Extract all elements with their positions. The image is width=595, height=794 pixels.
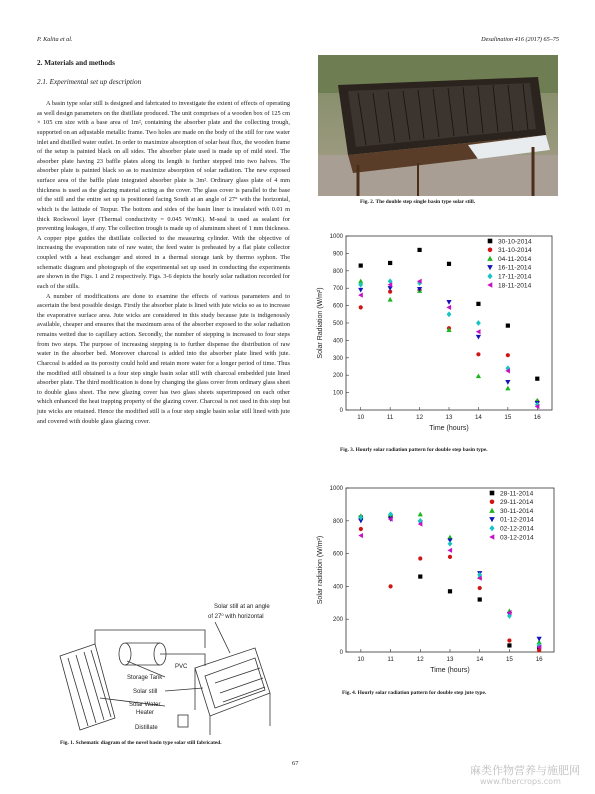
y-tick-label: 0	[339, 650, 343, 656]
fig4-caption: Fig. 4. Hourly solar radiation pattern for double step jute type.	[342, 690, 487, 696]
data-point	[507, 643, 511, 647]
fig4-chart	[308, 478, 568, 688]
fig1-schematic	[55, 598, 295, 735]
x-tick-label: 10	[357, 414, 365, 421]
legend-label: 28-11-2014	[500, 490, 534, 498]
data-point	[476, 329, 481, 334]
page-number: 67	[292, 760, 299, 767]
legend-marker	[488, 239, 493, 244]
data-point	[358, 533, 363, 538]
legend-marker	[487, 265, 493, 270]
data-point	[448, 589, 452, 593]
label-solar-still: Solar still	[133, 689, 158, 695]
y-tick-label: 0	[339, 408, 343, 414]
section-title: 2. Materials and methods	[37, 59, 115, 67]
data-point	[418, 556, 422, 560]
legend-marker	[489, 517, 495, 522]
series-18-11-2014	[358, 279, 539, 409]
data-point	[417, 248, 421, 252]
data-point	[537, 637, 542, 642]
data-point	[478, 586, 482, 590]
y-tick-label: 500	[332, 321, 343, 327]
y-tick-label: 800	[332, 268, 343, 275]
watermark-text: 麻类作物营养与施肥网	[470, 764, 580, 777]
fig2-photo	[318, 55, 558, 196]
x-tick-label: 14	[474, 414, 482, 421]
x-tick-label: 15	[505, 656, 513, 663]
x-tick-label: 10	[357, 656, 365, 663]
data-point	[359, 527, 363, 531]
legend-label: 30-10-2014	[498, 238, 532, 246]
series-16-11-2014	[358, 286, 540, 406]
label-pvc: PVC	[175, 664, 188, 670]
data-point	[359, 305, 363, 309]
data-point	[447, 311, 452, 317]
data-point	[446, 300, 451, 305]
data-point	[476, 352, 480, 356]
data-point	[388, 297, 393, 302]
legend-marker	[489, 534, 494, 540]
series-17-11-2014	[358, 278, 539, 407]
paragraph-2: A number of modifications are done to examine the effects of various parameters and to ascertain the best possible design. Firstly the absorber plate is lined with jute wicks so as to increase the evaporative surface area. Jute wicks are considered in this study because jute is indigenously available, cheaper and ensures that the maximum area of the absorber exposed to the solar radiation remains wetted due to capillary action. Secondly, the number of stepping is increased to four steps from two steps. The purpose of increasing stepping is to further dispense the distribution of raw water in the absorber bed. Moreover charcoal is added into the absorber plate lined with jute. Charcoal is added as its porosity could hold and retain more water for a longer period of time. Thus the modified still obtained is a four step single basin solar still with charcoal embedded jute lined absorber plate. The third modification is done by changing the glass cover from ordinary glass sheet to double glass sheet. The new glazing cover has two glass sheets superimposed on each other which enhanced the heat trapping property of the glazing cover. Charcoal is not used in this step but jute wicks are retained. Hence the modified still is a four step single basin solar still lined with jute and covered with double glass glazing cover.	[37, 292, 290, 425]
y-tick-label: 1000	[329, 234, 343, 240]
legend-marker	[487, 256, 493, 261]
legend-label: 30-11-2014	[500, 507, 534, 515]
label-still-angle-2: of $27^0$ with horizontal	[208, 612, 264, 620]
x-tick-label: 15	[504, 414, 512, 421]
data-point	[388, 261, 392, 265]
legend-label: 04-11-2014	[498, 255, 532, 263]
y-tick-label: 200	[332, 373, 343, 380]
x-tick-label: 12	[416, 414, 424, 421]
y-tick-label: 800	[332, 518, 343, 525]
data-point	[418, 512, 423, 517]
fig2-caption: Fig. 2. The double step single basin type solar still.	[360, 199, 476, 205]
solar-water-heater-shape	[60, 644, 115, 730]
legend-marker	[490, 500, 495, 505]
running-header-left: P. Kalita et al.	[37, 36, 73, 43]
data-point	[505, 380, 510, 385]
series-31-10-2014	[359, 288, 540, 404]
fig3-caption: Fig. 3. Hourly solar radiation pattern for double step basin type.	[340, 447, 488, 453]
data-point	[448, 555, 452, 559]
legend-label: 01-12-2014	[500, 516, 534, 524]
y-tick-label: 400	[332, 338, 343, 345]
y-tick-label: 300	[332, 355, 343, 362]
x-tick-label: 11	[386, 414, 394, 421]
data-point	[359, 263, 363, 267]
watermark-url: www.fibercrops.com	[480, 777, 561, 786]
y-tick-label: 200	[332, 617, 343, 624]
y-axis-label: Solar Radiation (W/m²)	[317, 287, 324, 359]
legend-label: 03-12-2014	[500, 534, 534, 542]
x-tick-label: 12	[416, 656, 424, 663]
data-point	[478, 597, 482, 601]
series-04-11-2014	[358, 279, 540, 403]
y-tick-label: 700	[332, 286, 343, 293]
label-heater-1: Solar Water	[129, 702, 161, 708]
x-tick-label: 14	[476, 656, 484, 663]
data-point	[447, 262, 451, 266]
legend-marker	[489, 508, 495, 513]
body-text	[37, 99, 290, 426]
label-storage-tank: Storage Tank	[127, 675, 163, 681]
fig1-caption: Fig. 1. Schematic diagram of the novel basin type solar still fabricated.	[60, 740, 222, 746]
legend-label: 18-11-2014	[498, 282, 532, 290]
x-tick-label: 16	[535, 656, 543, 663]
subsection-title: 2.1. Experimental set up description	[37, 78, 142, 86]
data-point	[505, 386, 510, 391]
label-still-angle-1: Solar still at an angle	[214, 604, 270, 610]
y-tick-label: 600	[332, 551, 343, 558]
data-point	[535, 377, 539, 381]
legend-marker	[487, 282, 492, 288]
legend-label: 29-11-2014	[500, 499, 534, 507]
data-point	[476, 373, 481, 378]
data-point	[506, 324, 510, 328]
x-axis-label: Time (hours)	[430, 667, 470, 674]
label-distillate: Distillate	[135, 725, 158, 731]
y-tick-label: 600	[332, 303, 343, 310]
legend-marker	[487, 273, 492, 279]
legend-label: 02-12-2014	[500, 525, 534, 533]
running-header-right: Desalination 416 (2017) 65–75	[481, 36, 559, 43]
data-point	[446, 305, 451, 310]
x-tick-label: 13	[446, 656, 454, 663]
data-point	[358, 293, 363, 298]
data-point	[448, 541, 453, 547]
data-point	[476, 302, 480, 306]
label-heater-2: Heater	[136, 710, 155, 716]
data-point	[476, 320, 481, 326]
legend-marker	[489, 525, 494, 531]
legend-label: 16-11-2014	[498, 264, 532, 272]
legend-label: 31-10-2014	[498, 247, 532, 255]
legend-marker	[488, 248, 493, 253]
data-point	[447, 548, 452, 553]
data-point	[388, 584, 392, 588]
legend-label: 17-11-2014	[498, 273, 532, 281]
x-tick-label: 16	[533, 414, 541, 421]
paragraph-1: A basin type solar still is designed and fabricated to investigate the extent of effects of operating as well design parameters on the distillate produced. The unit comprises of a wooden box of 125 cm × 105 cm size with a base area of 1m², containing the absorber plate and the collecting trough, supported on an adjustable metallic frame. Two holes are made on the body of the still for raw water inlet and distilled water outlet. In order to maximize absorption of solar heat flux, the wooden frame of the setup is painted black on all sides. The absorber plate used is made up of mild steel. The absorber plate having 23 baffle plates along its length is further stepped into two halves. The absorber plate is painted black so as to maximize absorption of solar radiation. The new exposed surface area of the baffle plate integrated absorber plate is 3m². Ordinary glass plate of 4 mm thickness is used as the glazing material acting as the cover. The glass cover is parallel to the base of the still and the entire set up is positioned facing South at an angle of 27° with the horizontal, which is the latitude of Tezpur. The bottom and sides of the basin liner is insulated with 0.01 m thick Rockwool layer (Thermal conductivity = 0.045 W/mK). M-seal is used as sealant for preventing leakages, if any. The collection trough is made up of aluminum sheet of 1 mm thickness. A copper pipe guides the distillate collected to the measuring cylinder. With the objective of increasing the evaporation rate of raw water, the feed water is preheated by a flat plate collector coupled with a heat exchanger and stored in a thermal storage tank by thermo syphon. The schematic diagram and photograph of the experimental set up used in conducting the experiments are shown in the Figs. 1 and 2 respectively. Figs. 3-6 depicts the hourly solar radiation recorded for each of the stills.	[37, 100, 290, 290]
data-point	[507, 638, 511, 642]
y-tick-label: 1000	[329, 486, 343, 492]
data-point	[476, 335, 481, 340]
y-tick-label: 100	[332, 390, 343, 397]
x-axis-label: Time (hours)	[429, 425, 469, 432]
x-tick-label: 13	[445, 414, 453, 421]
data-point	[418, 574, 422, 578]
legend-marker	[490, 491, 495, 496]
y-tick-label: 400	[332, 584, 343, 591]
y-tick-label: 900	[332, 251, 343, 258]
x-tick-label: 11	[387, 656, 394, 663]
data-point	[506, 353, 510, 357]
fig3-chart	[308, 228, 568, 443]
data-point	[358, 288, 363, 293]
y-axis-label: Solar radiation (W/m²)	[317, 535, 324, 605]
